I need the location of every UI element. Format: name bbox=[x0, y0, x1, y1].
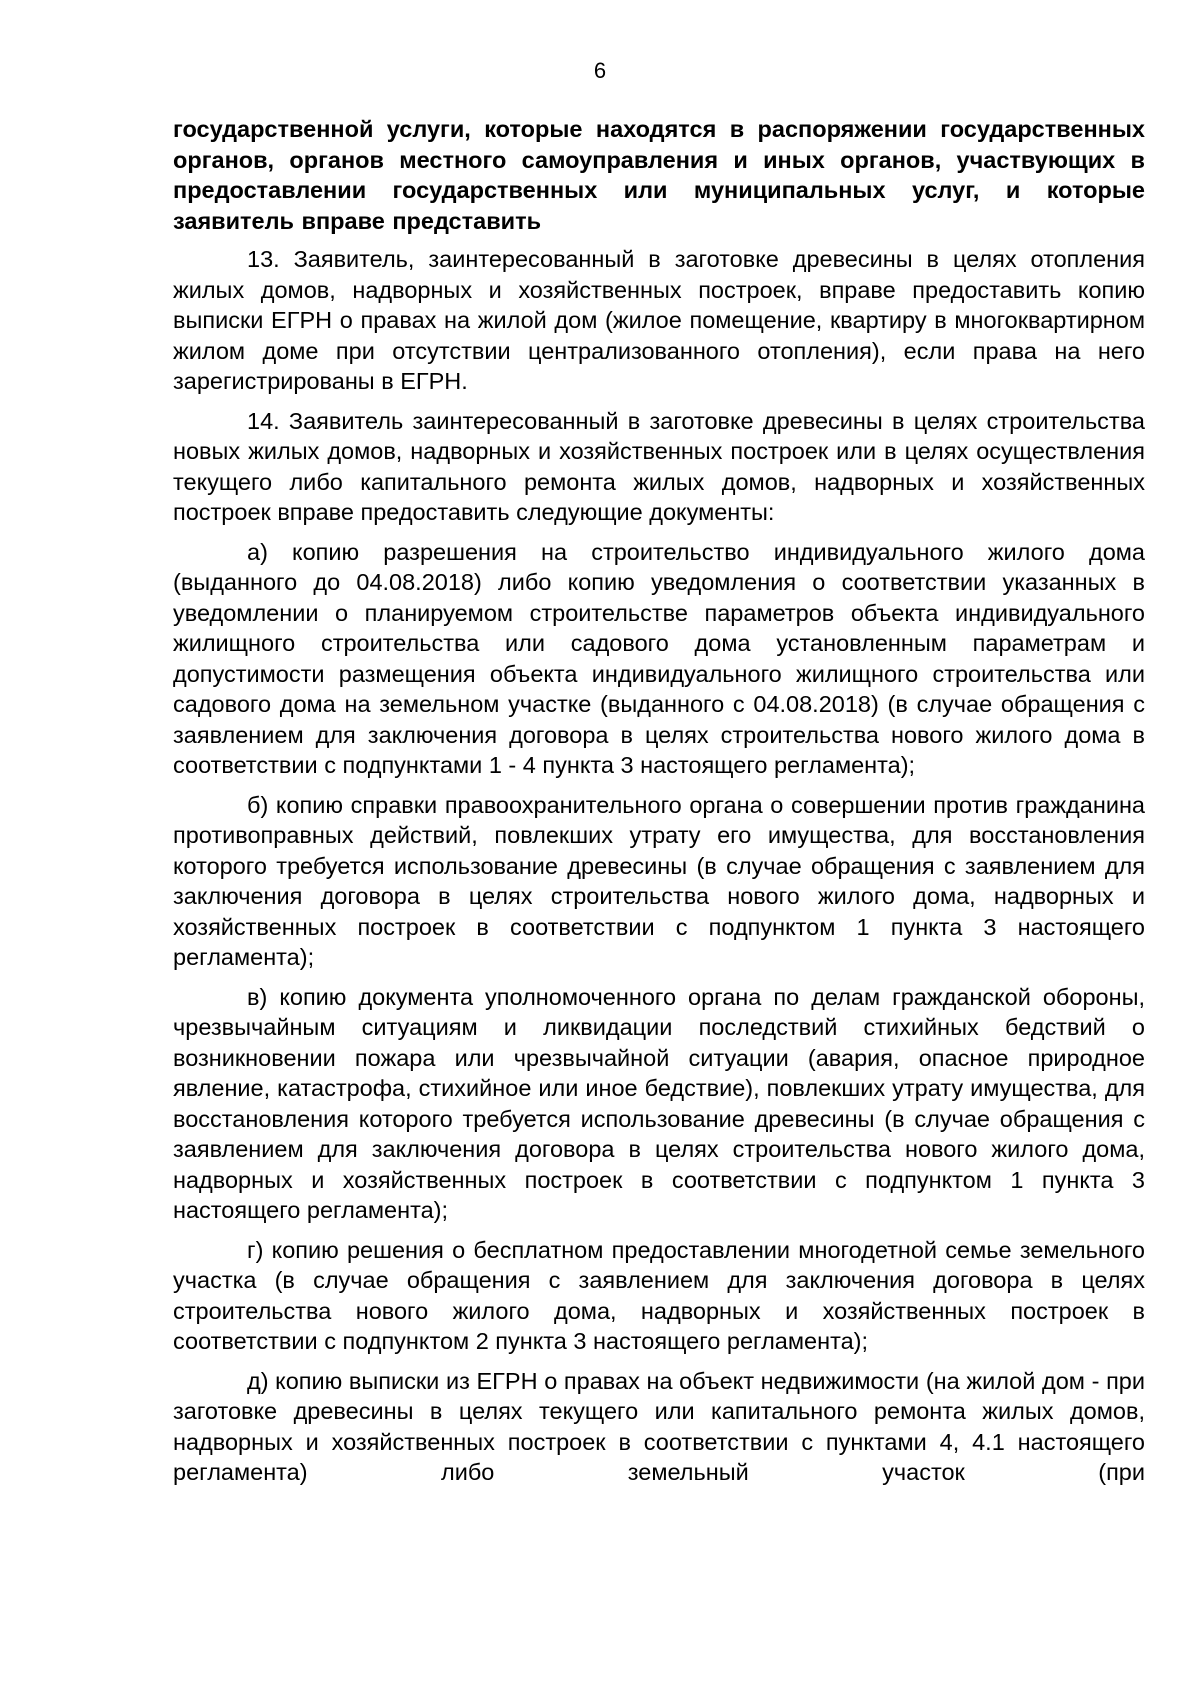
subitem-v: в) копию документа уполномоченного органа по делам гражданской обороны, чрезвычайным ситуациям и ликвидации последствий стихийных бедствий о возникновении пожара или чрезвычайной ситуации (авария, опасное природное явление, катастрофа, стихийное или иное бедствие), повлекших утрату имущества, для восстановления которого требуется использование древесины (в случае обращения с заявлением для заключения договора в целях строительства нового жилого дома, надворных и хозяйственных построек в соответствии с подпунктом 1 пункта 3 настоящего регламента); bbox=[173, 983, 1145, 1223]
paragraph-14: 14. Заявитель заинтересованный в заготовке древесины в целях строительства новых жилых домов, надворных и хозяйственных построек или в целях осуществления текущего либо капитального ремонта жилых домов, надворных и хозяйственных построек вправе предоставить следующие документы: bbox=[173, 407, 1145, 525]
page-number: 6 bbox=[593, 58, 607, 83]
subitem-b: б) копию справки правоохранительного органа о совершении против гражданина противоправных действий, повлекших утрату его имущества, для восстановления которого требуется использование древесины (в случае обращения с заявлением для заключения договора в целях строительства нового жилого дома, надворных и хозяйственных построек в соответствии с подпунктом 1 пункта 3 настоящего регламента); bbox=[173, 791, 1145, 970]
section-heading: государственной услуги, которые находятся в распоряжении государственных органов, органов местного самоуправления и иных органов, участвующих в предоставлении государственных или муниципальных услуг, и которые заявитель вправе представить bbox=[173, 116, 1145, 234]
subitem-g: г) копию решения о бесплатном предоставлении многодетной семье земельного участка (в случае обращения с заявлением для заключения договора в целях строительства нового жилого дома, надворных и хозяйственных построек в соответствии с подпунктом 2 пункта 3 настоящего регламента); bbox=[173, 1236, 1145, 1354]
paragraph-13: 13. Заявитель, заинтересованный в заготовке древесины в целях отопления жилых домов, надворных и хозяйственных построек, вправе предоставить копию выписки ЕГРН о правах на жилой дом (жилое помещение, квартиру в многоквартирном жилом доме при отсутствии централизованного отопления), если права на него зарегистрированы в ЕГРН. bbox=[173, 246, 1145, 394]
subitem-d: д) копию выписки из ЕГРН о правах на объект недвижимости (на жилой дом - при заготовке древесины в целях текущего или капитального ремонта жилых домов, надворных и хозяйственных построек в соответствии с пунктами 4, 4.1 настоящего регламента) либо земельный участок (при bbox=[173, 1367, 1145, 1485]
subitem-a: а) копию разрешения на строительство индивидуального жилого дома (выданного до 04.08.2018) либо копию уведомления о соответствии указанных в уведомлении о планируемом строительстве параметров объекта индивидуального жилищного строительства или садового дома установленным параметрам и допустимости размещения объекта индивидуального жилищного строительства или садового дома на земельном участке (выданного с 04.08.2018) (в случае обращения с заявлением для заключения договора в целях строительства нового жилого дома в соответствии с подпунктами 1 - 4 пункта 3 настоящего регламента); bbox=[173, 538, 1145, 778]
document-body bbox=[173, 114, 1145, 1497]
